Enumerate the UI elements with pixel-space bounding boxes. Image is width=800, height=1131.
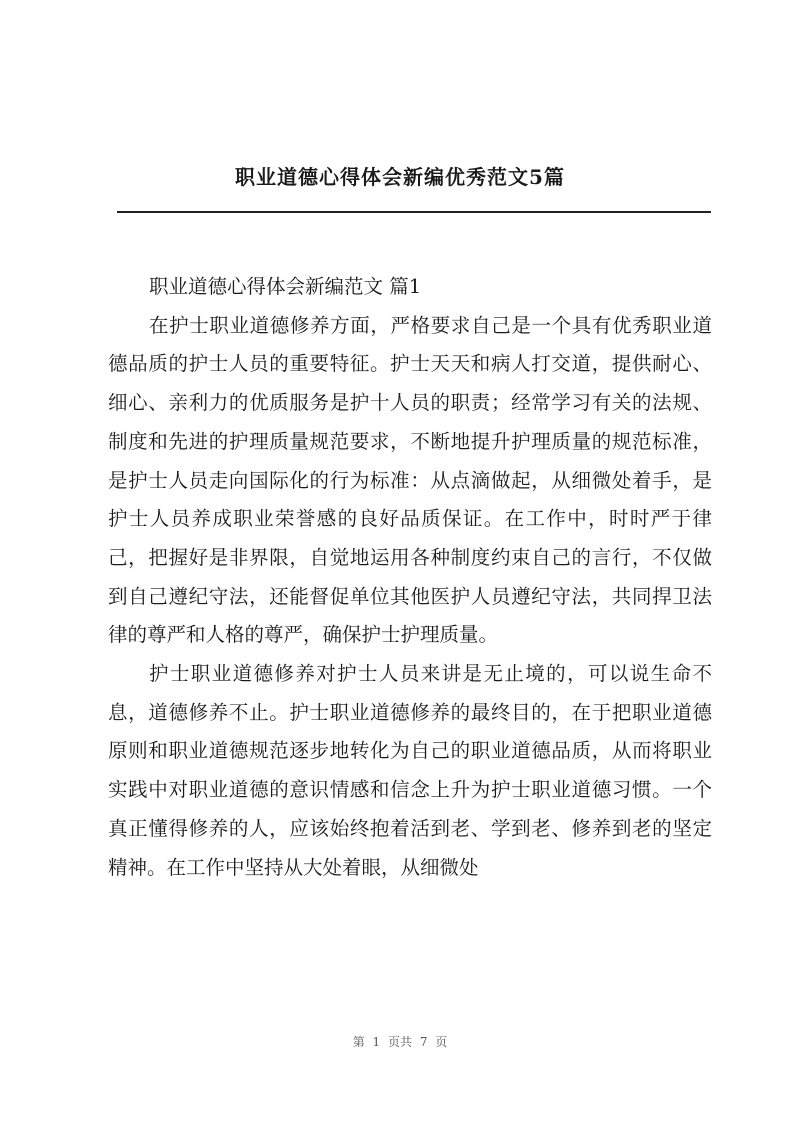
page-number-footer: 第 1 页共 7 页 <box>352 1035 448 1049</box>
title-divider <box>117 211 711 213</box>
body-paragraph: 护士职业道德修养对护士人员来讲是无止境的，可以说生命不息，道德修养不止。护士职业道德修养的最终目的，在于把职业道德原则和职业道德规范逐步地转化为自己的职业道德品质，从而将职业实践中对职业道德的意识情感和信念上升为护士职业道德习惯。一个真正懂得修养的人，应该始终抱着活到老、学到老、修养到老的坚定精神。在工作中坚持从大处着眼，从细微处 <box>108 662 712 879</box>
section-heading: 职业道德心得体会新编范文 篇1 <box>149 275 422 298</box>
document-title: 职业道德心得体会新编优秀范文5篇 <box>235 165 565 189</box>
document-body <box>108 268 712 887</box>
body-paragraph: 在护士职业道德修养方面，严格要求自己是一个具有优秀职业道德品质的护士人员的重要特征。护士天天和病人打交道，提供耐心、细心、亲利力的优质服务是护十人员的职责；经常学习有关的法规、制度和先进的护理质量规范要求，不断地提升护理质量的规范标准，是护士人员走向国际化的行为标准：从点滴做起，从细微处着手，是护士人员养成职业荣誉感的良好品质保证。在工作中，时时严于律己，把握好是非界限，自觉地运用各种制度约束自己的言行，不仅做到自己遵纪守法，还能督促单位其他医护人员遵纪守法，共同捍卫法律的尊严和人格的尊严，确保护士护理质量。 <box>108 313 712 647</box>
